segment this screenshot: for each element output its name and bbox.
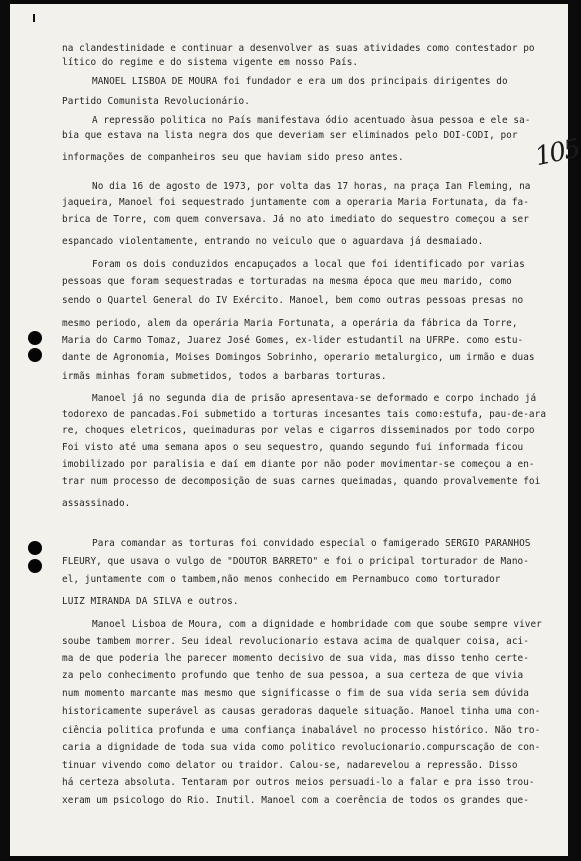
scan-border-right bbox=[568, 0, 575, 861]
text-line: pessoas que foram sequestradas e torturadas na mesma época que meu marido, como bbox=[62, 276, 512, 287]
text-line: re, choques eletricos, queimaduras por velas e cigarros disseminados por todo corpo bbox=[62, 425, 535, 436]
text-line: xeram um psicologo do Rio. Inutil. Manoel com a coerência de todos os grandes que- bbox=[62, 795, 529, 806]
text-line: Partido Comunista Revolucionário. bbox=[62, 96, 250, 107]
text-line: Para comandar as torturas foi convidado especial o famigerado SERGIO PARANHOS bbox=[92, 538, 531, 549]
text-line: num momento marcante mas mesmo que significasse o fim de sua vida seria sem dúvida bbox=[62, 688, 529, 699]
text-line: tinuar vivendo como delator ou traidor. Calou-se, nadarevelou a repressão. Disso bbox=[62, 760, 518, 771]
punch-hole-icon bbox=[28, 559, 42, 573]
text-line: ciência politica profunda e uma confiança inabalável no processo histórico. Não tro- bbox=[62, 725, 541, 736]
text-line: Maria do Carmo Tomaz, Juarez José Gomes, ex-lider estudantil na UFRPe. como estu- bbox=[62, 335, 524, 346]
punch-hole-icon bbox=[28, 348, 42, 362]
text-line: brica de Torre, com quem conversava. Já no ato imediato do sequestro começou a ser bbox=[62, 214, 529, 225]
text-line: A repressão politica no País manifestava ódio acentuado àsua pessoa e ele sa- bbox=[92, 115, 531, 126]
text-line: jaqueira, Manoel foi sequestrado juntamente com a operaria Maria Fortunata, da fa- bbox=[62, 197, 529, 208]
text-line: mesmo periodo, alem da operária Maria Fortunata, a operária da fábrica da Torre, bbox=[62, 318, 518, 329]
text-line: assassinado. bbox=[62, 498, 131, 509]
text-line: sendo o Quartel General do IV Exército. Manoel, bem como outras pessoas presas no bbox=[62, 295, 524, 306]
text-line: há certeza absoluta. Tentaram por outros meios persuadi-lo a falar e pra isso trou- bbox=[62, 777, 535, 788]
text-line: MANOEL LISBOA DE MOURA foi fundador e era um dos principais dirigentes do bbox=[92, 76, 508, 87]
text-line: todorexo de pancadas.Foi submetido a torturas incesantes tais como:estufa, pau-de-ara bbox=[62, 409, 547, 420]
text-line: trar num processo de decomposição de suas carnes queimadas, quando provalvemente foi bbox=[62, 476, 541, 487]
text-line: Manoel já no segunda dia de prisão apresentava-se deformado e corpo inchado já bbox=[92, 393, 537, 404]
text-line: za pelo conhecimento profundo que tenho de sua pessoa, a sua certeza de que vivia bbox=[62, 670, 524, 681]
punch-hole-icon bbox=[28, 331, 42, 345]
text-line: lítico do regime e do sistema vigente em nosso País. bbox=[62, 57, 359, 68]
text-line: LUIZ MIRANDA DA SILVA e outros. bbox=[62, 596, 239, 607]
text-line: irmãs minhas foram submetidos, todos a barbaras torturas. bbox=[62, 371, 387, 382]
text-line: caria a dignidade de toda sua vida como politico revolucionario.compurscação de con- bbox=[62, 742, 541, 753]
text-line: na clandestinidade e continuar a desenvolver as suas atividades como contestador po bbox=[62, 43, 535, 54]
text-line: soube tambem morrer. Seu ideal revolucionario estava acima de qualquer coisa, aci- bbox=[62, 636, 529, 647]
text-line: historicamente superável as causas geradoras daquele situação. Manoel tinha uma con- bbox=[62, 706, 541, 717]
text-line: Manoel Lisboa de Moura, com a dignidade e hombridade com que soube sempre viver bbox=[92, 619, 542, 630]
text-line: No dia 16 de agosto de 1973, por volta das 17 horas, na praça Ian Fleming, na bbox=[92, 181, 531, 192]
document-page bbox=[10, 4, 581, 856]
text-line: ma de que poderia lhe parecer momento decisivo de sua vida, mas disso tenho certe- bbox=[62, 653, 529, 664]
text-line: FLEURY, que usava o vulgo de "DOUTOR BARRETO" e foi o pricipal torturador de Mano- bbox=[62, 556, 529, 567]
handwritten-page-number: 105 bbox=[532, 133, 581, 173]
text-line: el, juntamente com o tambem,não menos conhecido em Pernambuco como torturador bbox=[62, 574, 501, 585]
text-line: informações de companheiros seu que haviam sido preso antes. bbox=[62, 152, 404, 163]
text-line: bia que estava na lista negra dos que deveriam ser eliminados pelo DOI-CODI, por bbox=[62, 130, 518, 141]
scan-border-left bbox=[0, 0, 10, 861]
text-line: imobilizado por paralisia e daí em diante por não poder movimentar-se começou a en- bbox=[62, 459, 535, 470]
punch-hole-icon bbox=[28, 541, 42, 555]
text-line: Foi visto até uma semana apos o seu sequestro, quando segundo fui informada ficou bbox=[62, 442, 524, 453]
text-line: Foram os dois conduzidos encapuçados a local que foi identificado por varias bbox=[92, 259, 525, 270]
scan-mark bbox=[33, 14, 35, 22]
text-line: dante de Agronomia, Moises Domingos Sobrinho, operario metalurgico, um irmão e duas bbox=[62, 352, 535, 363]
text-line: espancado violentamente, entrando no veiculo que o aguardava já desmaiado. bbox=[62, 236, 484, 247]
